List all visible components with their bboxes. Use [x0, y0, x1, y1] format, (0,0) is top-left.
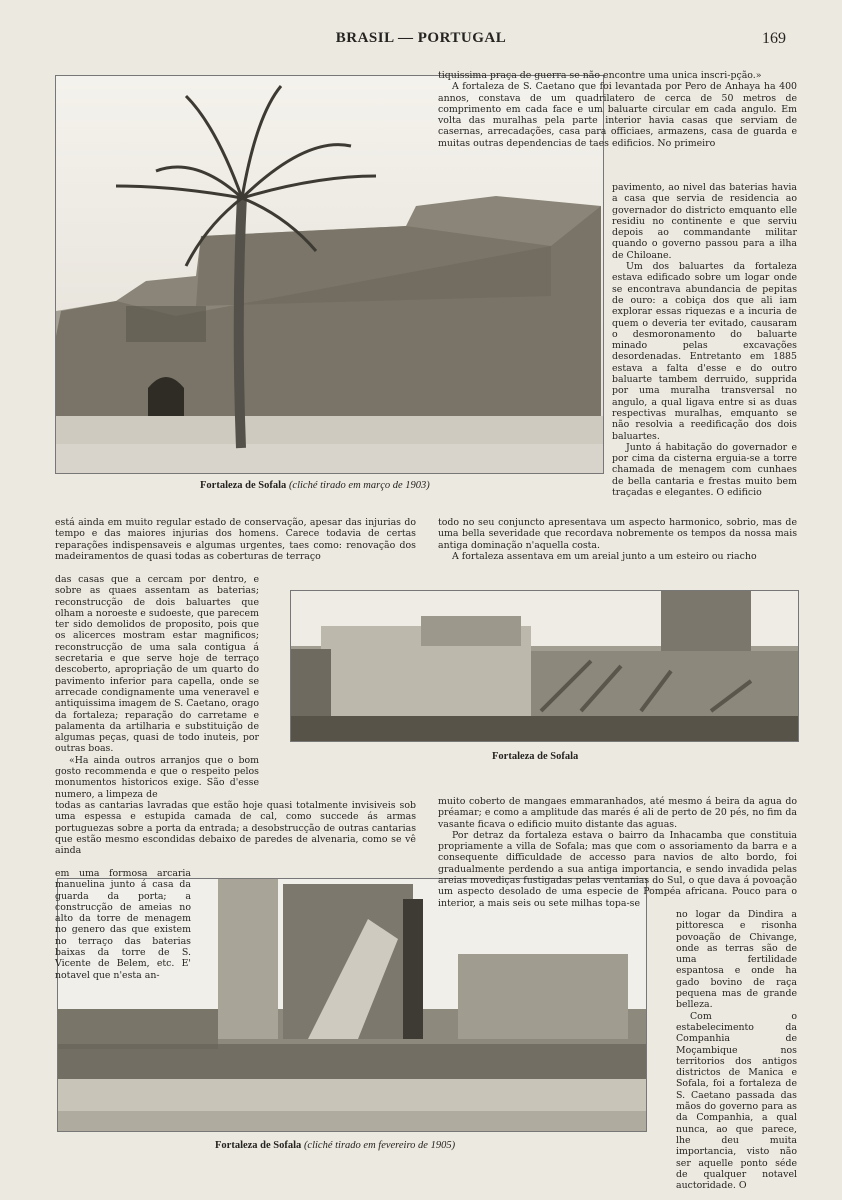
fortress-ruins-photo-illustration — [291, 591, 798, 741]
paragraph-l3: «Ha ainda outros arranjos que o bom gosto recommenda e que o respeito pelos monumentos historicos exige. São d'esse numero, a limpeza de — [55, 754, 259, 800]
text-block-l2 — [55, 574, 259, 800]
paragraph-r3: pavimento, ao nivel das baterias havia a casa que servia de residencia ao governador do districto emquanto elle residiu no continente e que serviu depois ao commandante militar quando o governo passou para a ilha de Chiloane. — [612, 182, 797, 261]
paragraph-l1: está ainda em muito regular estado de conservação, apesar das injurias do tempo e das maiores injurias dos homens. Carece todavia de certas reparações indispensaveis e algumas urgentes, taes como: renovação dos madeiramentos de quasi todas as coberturas de terraço — [55, 517, 416, 562]
paragraph-r4: Um dos baluartes da fortaleza estava edificado sobre um logar onde se encontrava abundancia de pepitas de ouro: a cobiça dos que ali iam explorar essas riquezas e a incuria de quem o deveria ter evitado, causaram o desmoronamento do baluarte minado pelas excavações desordenadas. Entretanto em 1885 estava a falta d'esse e do outro baluarte tambem derruido, supprida por uma muralha transversal no angulo, a qual ligava entre si as duas respectivas muralhas, emquanto se não resolvia a reedificação dos dois baluartes. — [612, 261, 797, 442]
photo-caption-1-title: Fortaleza de Sofala — [200, 480, 287, 491]
paragraph-l2: das casas que a cercam por dentro, e sobre as quaes assentam as baterias; reconstrucção de dois baluartes que olham a noroeste e sudoeste, que parecem ter sido demolidos de proposito, pois que os alicerces mostram estar magnificos; reconstrucção de uma sala contigua á secretaria e que serve hoje de terraço descoberto, apropriação de um quarto do pavimento inferior para capella, onde se arrecade condignamente uma veneravel e antiquissima imagem de S. Caetano, orago da fortaleza; reparação do carretame e palamenta da artilharia e substituição de algumas peças, quasi de todo inuteis, por outras boas. — [55, 574, 259, 755]
text-block-r3 — [438, 517, 797, 562]
photo-caption-1 — [200, 480, 430, 491]
photo-fortress-ruins — [290, 590, 799, 742]
photo-caption-1-note: (cliché tirado em março de 1903) — [288, 480, 430, 491]
text-block-r2 — [612, 182, 797, 498]
text-block-r1 — [438, 70, 797, 149]
running-head: BRASIL — PORTUGAL — [335, 30, 507, 46]
photo-caption-3-note: (cliché tirado em fevereiro de 1905) — [303, 1140, 456, 1151]
text-block-l1 — [55, 517, 416, 562]
paragraph-r1: tiquissima praça de guerra se não encontre uma unica inscri-pção.» — [438, 70, 762, 81]
paragraph-r6: todo no seu conjuncto apresentava um aspecto harmonico, sobrio, mas de uma bella severidade que recordava nobremente os tempos da nossa mais antiga dominação n'aquella costa. — [438, 517, 797, 551]
paragraph-l4: todas as cantarias lavradas que estão hoje quasi totalmente invisiveis sob uma espessa e estupida camada de cal, como succede ás armas portuguezas sobre a porta da entrada; a desobstrucção de outras cantarias que estão mesmo escondidas debaixo de paredes de alvenaria, como se vê ainda — [55, 800, 416, 857]
photo-caption-3-title: Fortaleza de Sofala — [215, 1140, 302, 1151]
paragraph-l5: em uma formosa arcaria manuelina junto á casa da guarda da porta; a construcção de ameias no alto da torre de menagem no genero das que existem no terraço das baterias baixas da torre de S. Vicente de Belem, etc. E' notavel que n'esta an- — [55, 868, 191, 981]
photo-caption-3 — [215, 1140, 455, 1151]
paragraph-m1: muito coberto de mangaes emmaranhados, até mesmo á beira da agua do préamar; e como a amplitude das marés é ali de perto de 20 pés, no fim da vasante ficava o edificio muito distante das aguas. — [438, 796, 797, 830]
text-block-m1 — [438, 796, 797, 909]
paragraph-r5: Junto á habitação do governador e por cima da cisterna erguia-se a torre chamada de menagem com cunhaes de bella cantaria e frestas muito bem traçadas e elegantes. O edificio — [612, 441, 797, 499]
text-block-l3 — [55, 800, 416, 856]
paragraph-m4: Com o estabelecimento da Companhia de Moçambique nos territorios dos antigos districtos de Manica e Sofala, foi a fortaleza de S. Caetano passada das mãos do governo para as da Companhia, a qual nunca, ao que parece, lhe deu muita importancia, visto não ser aquelle ponto séde de qualquer notavel auctoridade. O — [676, 1010, 797, 1192]
paragraph-r7: A fortaleza assentava em um areial junto a um esteiro ou riacho — [452, 550, 757, 562]
page-number: 169 — [762, 30, 786, 47]
paragraph-m3: no logar da Dindira a pittoresca e risonha povoação de Chivange, onde as terras são de uma fertilidade espantosa e onde ha gado bovino de raça pequena mas de grande belleza. — [676, 909, 797, 1011]
text-block-m2 — [676, 909, 797, 1191]
paragraph-m2: Por detraz da fortaleza estava o bairro da Inhacamba que constituia propriamente a villa de Sofala; mas que com o assoriamento da barra e a consequente difficuldade de accesso para navios de alto bordo, foi gradualmente perdendo a sua antiga importancia, e sendo invadida pelas areias movediças fustigadas pelas ventanias do Sul, o que dava á povoação um aspecto desolado de uma especie de Pompéa africana. Pouco para o interior, a mais seis ou sete milhas topa-se — [438, 829, 797, 909]
paragraph-r2: A fortaleza de S. Caetano que foi levantada por Pero de Anhaya ha 400 annos, constava de um quadrilatero de cerca de 50 metros de comprimento em cada face e um baluarte circular em cada angulo. Em volta das muralhas pela parte interior havia casas que serviam de casernas, arrecadações, casa para officiaes, armazens, casa de guarda e muitas outras dependencias de taes edificios. No primeiro — [438, 81, 797, 149]
photo-caption-2: Fortaleza de Sofala — [492, 751, 579, 762]
text-block-l4 — [55, 868, 191, 981]
